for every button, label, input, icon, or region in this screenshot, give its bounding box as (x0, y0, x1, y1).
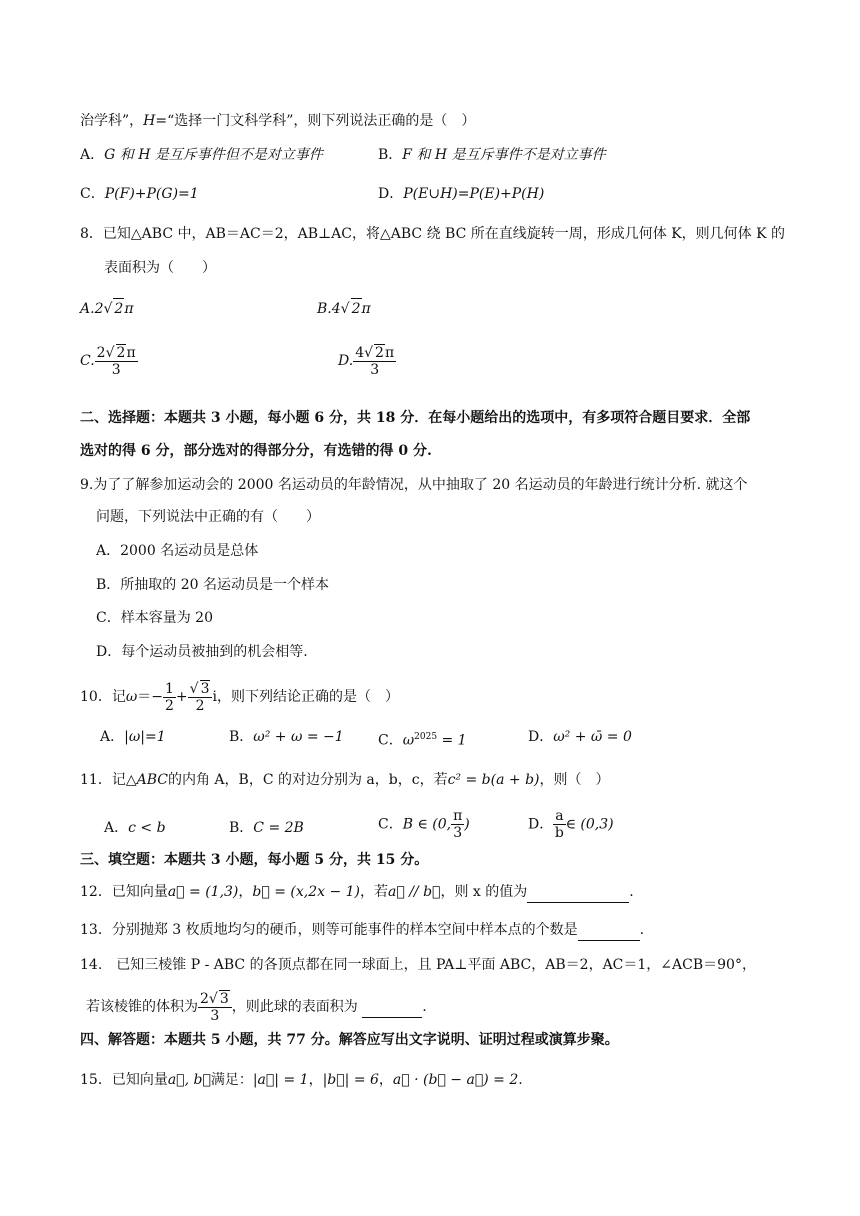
q12-a-def: a⃗ = (1,3) (167, 884, 239, 900)
q8-c-fraction: $\frac{2√ 2\pi}{3}$ (96, 345, 136, 378)
q10-option-b (229, 727, 344, 747)
q11-a-text: c < b (128, 820, 166, 836)
q8-c-den: 3 (111, 362, 121, 378)
q10-d-label: D． (528, 729, 554, 745)
q10-plus: + (175, 689, 188, 705)
q15-cond2: |b⃗| = 6 (322, 1072, 379, 1088)
q8-d-den: 3 (370, 362, 380, 378)
q10-d1: 2 (164, 697, 174, 714)
q12-pre: 12．已知向量 (80, 884, 168, 900)
q15-cond1: |a⃗| = 1 (252, 1072, 309, 1088)
section2-header-line1: 二、选择题：本题共 3 小题，每小题 6 分，共 18 分．在每小题给出的选项中，有多项符合题目要求．全部 (80, 410, 751, 426)
q14-answer-blank[interactable] (362, 997, 422, 1018)
q11-b-text: C = 2B (253, 820, 304, 836)
q7-b-label: B． (378, 147, 403, 163)
q10-eq: ＝− (137, 689, 163, 705)
q9-option-d: D．每个运动员被抽到的机会相等. (96, 644, 308, 660)
q8-option-d (338, 344, 396, 378)
q14-line1: 14. 已知三棱锥 P - ABC 的各顶点都在同一球面上，且 PA⊥平面 ABC，AB＝2，AC＝1，∠ACB＝90°， (80, 957, 756, 973)
q15-stem (80, 1070, 523, 1090)
q8-d-pi: π (384, 345, 395, 361)
q8-b-coef: 4 (331, 301, 341, 317)
q14-line2 (86, 990, 427, 1024)
q12-end: . (629, 884, 634, 900)
q11-d-fraction (553, 808, 565, 841)
q14-volume-fraction: $\frac{2√ 3}{3}$ (198, 990, 232, 1024)
q7-c-text: P(F)+P(G)=1 (104, 186, 199, 202)
q15-pre: 15．已知向量 (80, 1072, 168, 1088)
q11-post: ，则（ ） (539, 772, 610, 788)
q11-condition: c² = b(a + b) (447, 772, 540, 788)
q11-option-a (104, 818, 166, 838)
q11-option-d (528, 808, 614, 841)
q10-frac2: $\frac{√ 3}{2}$ (188, 680, 213, 714)
q9-line1: 9.为了了解参加运动会的 2000 名运动员的年龄情况，从中抽取了 20 名运动员的年龄进行统计分析. 就这个 (80, 477, 748, 493)
q8-d-coef: 4 (355, 345, 365, 361)
q15-end: . (518, 1072, 523, 1088)
q11-c-den: 3 (453, 825, 463, 841)
q8-c-rad: 2 (116, 345, 126, 361)
q7-b-text: F 和 H 是互斥事件不是对立事件 (402, 147, 606, 163)
q8-c-coef: 2 (96, 345, 106, 361)
q10-b-label: B． (229, 729, 254, 745)
q7-option-a (80, 145, 323, 165)
q15-vectors: a⃗, b⃗ (167, 1072, 211, 1088)
q7-d-label: D． (378, 186, 404, 202)
q7-h: H (143, 113, 156, 129)
q10-option-c (378, 727, 467, 751)
section4-header: 四、解答题：本题共 5 小题，共 77 分。解答应写出文字说明、证明过程或演算步聚。 (80, 1032, 619, 1048)
q15-cond3: a⃗ · (b⃗ − a⃗) = 2 (392, 1072, 519, 1088)
q11-c-pi: π (453, 808, 463, 824)
q12-post: ，则 x 的值为 (440, 884, 528, 900)
q7-a-label: A． (80, 147, 105, 163)
q11-option-c (378, 808, 470, 841)
q10-c-label: C． (378, 732, 403, 749)
q7-c-label: C． (80, 186, 105, 202)
q10-frac1 (163, 681, 176, 714)
q10-d-text: ω² + ω̄ = 0 (553, 729, 632, 745)
q12-mid: ，若 (360, 884, 389, 900)
q8-option-b: B.4√ 2π (317, 298, 371, 319)
q7-a-text: G 和 H 是互斥事件但不是对立事件 (104, 147, 323, 163)
q8-b-label: B. (317, 301, 332, 317)
q11-triangle: △ABC (125, 772, 168, 788)
q10-b-text: ω² + ω = −1 (253, 729, 344, 745)
q14-den: 3 (210, 1008, 220, 1024)
q11-mid: 的内角 A，B，C 的对边分别为 a，b，c，若 (167, 772, 448, 788)
q8-b-rad: 2 (351, 298, 362, 319)
q10-d2: 2 (195, 698, 205, 714)
section3-header: 三、填空题：本题共 3 小题，每小题 5 分，共 15 分。 (80, 852, 429, 868)
q8-c-pi: π (126, 345, 136, 361)
q7-continuation (80, 111, 475, 131)
q14-num-coef: 2 (200, 991, 209, 1007)
q8-option-a: A.2√ 2π (80, 298, 134, 319)
q9-option-b: B．所抽取的 20 名运动员是一个样本 (96, 577, 330, 593)
q13-end: . (639, 922, 645, 938)
q8-b-pi: π (361, 301, 371, 317)
q10-stem (80, 680, 399, 714)
q7-option-c (80, 184, 199, 204)
q8-d-fraction: $\frac{4√ 2\pi}{3}$ (355, 345, 395, 378)
q8-a-pi: π (124, 301, 134, 317)
q10-c-rest: = 1 (437, 732, 467, 749)
q12-parallel: a⃗ // b⃗ (388, 884, 441, 900)
q7-option-d (378, 184, 544, 204)
q10-option-d (528, 727, 632, 747)
q7-option-b (378, 145, 606, 165)
q11-a-label: A． (104, 820, 129, 836)
q10-c-base: ω (402, 732, 415, 749)
q9-option-c: C．样本容量为 20 (96, 610, 213, 626)
q10-option-a (100, 727, 166, 747)
q11-c-label: C． (378, 816, 403, 833)
q8-line2: 表面积为（ ） (104, 260, 216, 276)
q10-omega: ω (125, 689, 138, 705)
q11-d-den: b (554, 825, 564, 841)
q13-stem (80, 920, 644, 941)
q15-sep2: ， (378, 1072, 393, 1088)
q8-d-label: D. (338, 353, 354, 369)
q11-c-fraction (451, 808, 464, 841)
section2-header-line2: 选对的得 6 分，部分选对的得部分分，有选错的得 0 分. (80, 443, 432, 459)
q12-b-def: b⃗ = (x,2x − 1) (252, 884, 361, 900)
q11-c-close: ) (464, 816, 470, 833)
q7-d-text: P(E∪H)=P(E)+P(H) (403, 186, 545, 202)
q8-c-label: C. (80, 353, 95, 369)
q8-option-c (80, 344, 138, 378)
q10-a-text: |ω|=1 (124, 729, 166, 745)
q12-stem (80, 882, 634, 903)
q10-c-exp: 2025 (414, 732, 438, 742)
q10-i: i (212, 689, 217, 705)
q8-line1: 8．已知△ABC 中，AB＝AC＝2，AB⊥AC，将△ABC 绕 BC 所在直线旋转一周，形成几何体 K，则几何体 K 的 (80, 226, 786, 242)
q11-d-num: a (555, 808, 564, 824)
q11-d-text: ∈ (0,3) (565, 816, 614, 833)
q8-a-label: A. (80, 301, 95, 317)
q10-pre: 10．记 (80, 689, 126, 705)
q11-d-label: D． (528, 816, 554, 833)
q10-post: ，则下列结论正确的是（ ） (216, 689, 399, 705)
q8-a-coef: 2 (94, 301, 104, 317)
q14-post2: ，则此球的表面积为 (231, 999, 358, 1015)
q14-end: . (422, 999, 427, 1015)
q11-b-label: B． (229, 820, 254, 836)
q8-a-rad: 2 (113, 298, 124, 319)
q9-line2: 问题，下列说法中正确的有（ ） (96, 509, 320, 525)
q14-pre2: 若该棱锥的体积为 (86, 999, 198, 1015)
q7-cont-text: 治学科”， (80, 113, 144, 129)
q13-text: 13．分别抛郑 3 枚质地均匀的硬币，则等可能事件的样本空间中样本点的个数是 (80, 922, 578, 938)
q11-stem (80, 770, 610, 790)
q11-pre: 11．记 (80, 772, 126, 788)
q11-option-b (229, 818, 304, 838)
q12-answer-blank[interactable] (527, 882, 629, 903)
q9-option-a: A．2000 名运动员是总体 (96, 543, 259, 559)
q12-sep: ， (238, 884, 253, 900)
q7-cont-rest: =“选择一门文科学科”，则下列说法正确的是（ ） (155, 113, 476, 129)
q13-answer-blank[interactable] (578, 920, 640, 941)
q14-num-rad: 3 (219, 991, 229, 1007)
q15-mid: 满足： (210, 1072, 253, 1088)
q10-a-label: A． (100, 729, 125, 745)
q10-n2: 3 (200, 681, 210, 697)
q8-d-rad: 2 (375, 345, 384, 361)
q15-sep1: ， (308, 1072, 323, 1088)
q10-n1: 1 (164, 680, 174, 697)
q11-c-text: B ∈ (0, (402, 816, 452, 833)
